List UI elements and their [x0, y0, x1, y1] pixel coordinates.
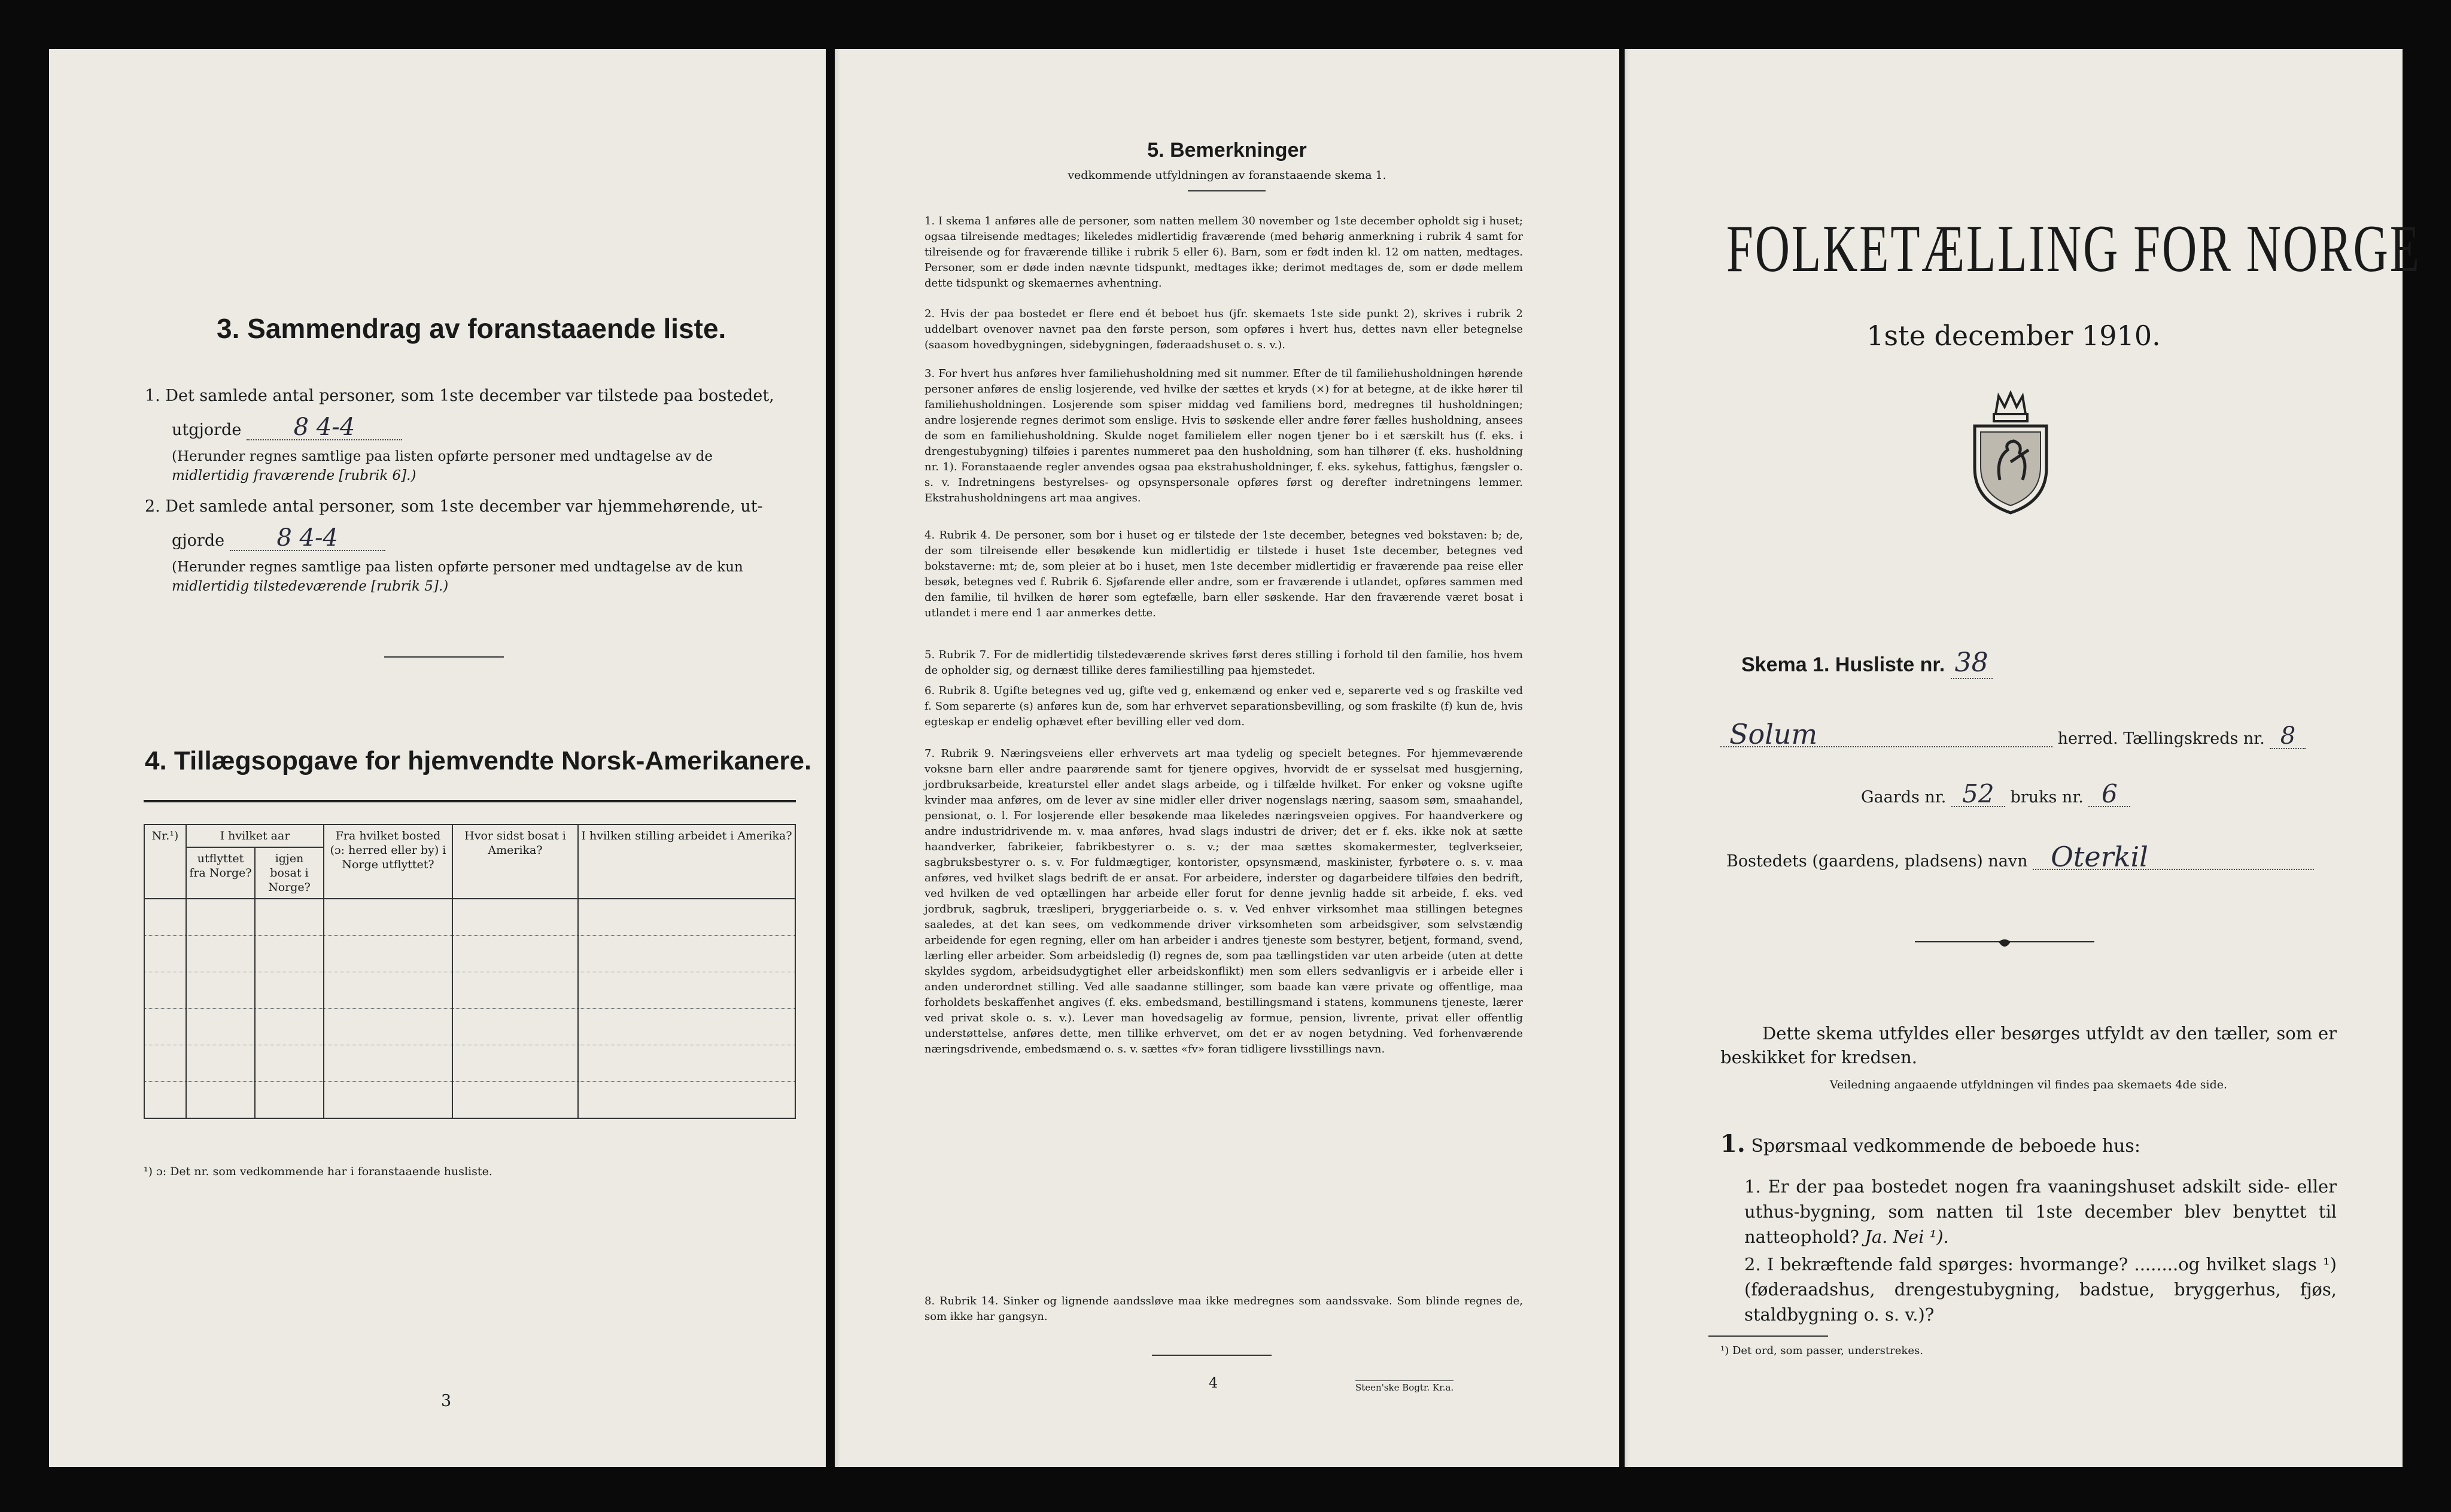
section3-title: 3. Sammendrag av foranstaaende liste. — [217, 313, 726, 344]
item2-note-b: midlertidig tilstedeværende [rubrik 5].) — [172, 579, 449, 594]
table-row — [144, 899, 795, 936]
bosted-label: Bostedets (gaardens, pladsens) navn — [1726, 852, 2028, 871]
q1-2: 2. I bekræftende fald spørges: hvormange? ........og hvilket slags ¹) (føderaadshus, drengestubygning, badstue, bryggerhus, fjøs, staldbygning o. s. v.)? — [1744, 1254, 2337, 1325]
item1-utgjorde — [172, 415, 402, 442]
gaards-line — [1861, 779, 2130, 810]
form-title: FOLKETÆLLING FOR NORGE — [1726, 212, 2421, 286]
item1-note-b: midlertidig fraværende [rubrik 6].) — [172, 468, 416, 483]
th-fra-bosted: Fra hvilket bosted (ɔ: herred eller by) i Norge utflyttet? — [324, 825, 452, 899]
table-row — [144, 972, 795, 1009]
herred-label: herred. — [2057, 729, 2118, 748]
gaards-label: Gaards nr. — [1861, 788, 1947, 807]
remark-5: 5. Rubrik 7. For de midlertidig tilstedeværende skrives først deres stilling i forhold til den familie, hos hvem de opholder sig, og dernæst tillike deres familiestilling paa hjemstedet. — [925, 649, 1523, 677]
item1-utgjorde-label: utgjorde — [172, 421, 242, 439]
th-nr: Nr.¹) — [144, 825, 186, 899]
right-footnote: ¹) Det ord, som passer, understrekes. — [1720, 1344, 1923, 1357]
item1-text: 1. Det samlede antal personer, som 1ste december var tilstede paa bostedet, — [145, 387, 774, 405]
page-right — [1625, 49, 2421, 1467]
table-top-rule — [144, 800, 796, 802]
herred-line — [1720, 718, 2306, 751]
divider — [1188, 190, 1266, 191]
bruks-label: bruks nr. — [2010, 788, 2084, 807]
bruks-nr: 6 — [2088, 782, 2130, 807]
page-middle — [835, 49, 1619, 1467]
skema-line — [1741, 647, 1993, 679]
page-number: 4 — [1209, 1374, 1218, 1391]
item2-value: 8 4-4 — [230, 526, 385, 551]
item2-gjorde — [172, 526, 385, 553]
item2-note-a: (Herunder regnes samtlige paa listen opførte personer med undtagelse av de kun — [172, 559, 743, 575]
table-row — [144, 1082, 795, 1119]
th-year-group: I hvilket aar — [186, 825, 324, 847]
divider — [1152, 1355, 1272, 1356]
remark-1: 1. I skema 1 anføres alle de personer, som natten mellem 30 november og 1ste december opholdt sig i huset; ogsaa tilreisende medtages; likeledes midlertidig fraværende (med behørig anmerkning i rubrik 4 samt for tilreisende og for fraværende tillike i rubrik 5 eller 6). Barn, som er født inden kl. 12 om natten, medtages. Personer, som er døde inden nævnte tidspunkt, medtages ikke; derimot medtages de, som er døde mellem dette tidspunkt og skemaernes avhentning. — [925, 215, 1523, 290]
item2-gjorde-label: gjorde — [172, 531, 225, 550]
coat-of-arms-icon — [1963, 390, 2058, 516]
bosted-value: Oterkil — [2033, 845, 2314, 870]
remark-2: 2. Hvis der paa bostedet er flere end ét beboet hus (jfr. skemaets 1ste side punkt 2), skrives i rubrik 2 uddelbart ovenover navnet paa den første person, som opføres i hvert hus, dettes navn eller betegnelse (saasom hovedbygningen, sidebygningen, føderaadshuset o. s. v.). — [925, 308, 1523, 351]
table-footnote: ¹) ɔ: Det nr. som vedkommende har i foranstaaende husliste. — [144, 1165, 492, 1178]
instruction-b: Veiledning angaaende utfyldningen vil findes paa skemaets 4de side. — [1829, 1078, 2228, 1091]
page-left — [49, 49, 826, 1467]
th-igjen: igjen bosat i Norge? — [255, 847, 324, 899]
th-stilling: I hvilken stilling arbeidet i Amerika? — [578, 825, 795, 899]
gaards-nr: 52 — [1951, 782, 2005, 807]
q1-number: 1. — [1720, 1130, 1745, 1158]
table-row — [144, 936, 795, 972]
remark-8: 8. Rubrik 14. Sinker og lignende aandssløve maa ikke medregnes som aandssvake. Som blinde regnes de, som ikke har gangsyn. — [925, 1295, 1523, 1323]
item1-note-a: (Herunder regnes samtlige paa listen opførte personer med undtagelse av de — [172, 449, 713, 464]
kreds-nr: 8 — [2270, 724, 2306, 749]
q1-1-answer: Ja. Nei ¹). — [1865, 1227, 1949, 1247]
th-sidst-bosat: Hvor sidst bosat i Amerika? — [452, 825, 578, 899]
q1-1-text: 1. Er der paa bostedet nogen fra vaaningshuset adskilt side- eller uthus-bygning, som natten til 1ste december blev benyttet til natteophold? — [1744, 1176, 2337, 1247]
herred-value: Solum — [1720, 722, 2052, 747]
instruction-a: Dette skema utfyldes eller besørges utfyldt av den tæller, som er beskikket for kredsen. — [1720, 1023, 2337, 1067]
kreds-label: Tællingskreds nr. — [2123, 729, 2265, 748]
q1-heading-line — [1720, 1132, 2140, 1158]
printer-mark: Steen'ske Bogtr. Kr.a. — [1355, 1380, 1453, 1393]
page-number: 3 — [441, 1392, 452, 1410]
item2-text: 2. Det samlede antal personer, som 1ste december var hjemmehørende, ut- — [145, 497, 763, 516]
page-fold — [1625, 49, 1631, 1467]
page-fold — [835, 49, 841, 1467]
table-row — [144, 1045, 795, 1082]
skema-label: Skema 1. Husliste nr. — [1741, 653, 1945, 676]
remark-3: 3. For hvert hus anføres hver familiehusholdning med sit nummer. Efter de til familiehusholdningen hørende personer anføres de enslig losjerende, ved hvilke der sættes et kryds (×) for at betegne, at de ikke hører til familiehusholdningen. Losjerende som spiser middag ved familiens bord, medregnes til husholdningen; andre losjerende regnes derimot som enslige. Hvis to søskende eller andre fører fælles husholdning, ansees de som en familiehusholdning. Skulde noget familielem eller nogen tjener bo i et særskilt hus (f. eks. i drengestubygning) tilføies i parentes nummeret paa den husholdning, som han tilhører (f. eks. husholdning nr. 1). Foranstaaende regler anvendes ogsaa paa ekstrahusholdninger, f. eks. sykehus, fattighus, fængsler o. s. v. Indretningens bestyrelses- og opsynspersonale opføres først og derefter indretningens lemmer. Ekstrahusholdningens art maa angives. — [925, 367, 1523, 504]
th-utflyttet: utflyttet fra Norge? — [186, 847, 255, 899]
q1-heading: Spørsmaal vedkommende de beboede hus: — [1751, 1136, 2140, 1157]
husliste-nr: 38 — [1951, 647, 1993, 679]
remark-7: 7. Rubrik 9. Næringsveiens eller erhvervets art maa tydelig og specielt betegnes. For hjemmeværende voksne barn eller andre paarørende samt for tjenere opgives, hvorvidt de er sysselsat med husgjerning, jordbruksarbeide, kreaturstel eller andet slags arbeide, og i tilfælde hvilket. For enker og voksne ugifte kvinder maa anføres, om de lever av sine midler eller driver nogenslags næring, saasom søm, smaahandel, pensionat, o. l. For losjerende eller besøkende maa likeledes næringsveien opgives. For haandverkere og andre industridrivende m. v. maa anføres, hvad slags industri de driver; det er f. eks. ikke nok at sætte haandverker, fabrikeier, fabrikbestyrer o. s. v.; der maa sættes skomakermester, teglverkseier, sagbruksbestyrer o. s. v. For fuldmægtiger, kontorister, opsynsmænd, maskinister, fyrbøtere o. s. v. maa anføres, ved hvilket slags bedrift de er ansat. For arbeidere, inderster og dagarbeidere tilføies den bedrift, ved hvilken de ved optællingen har arbeide eller forut for denne jevnlig hadde sit arbeide, f. eks. ved jordbruk, sagbruk, træsliperi, bryggeriarbeide o. s. v. Ved enhver virksomhet maa stillingen betegnes saaledes, at det kan sees, om vedkommende driver virksomheten som arbeidsgiver, som selvstændig arbeidende for egen regning, eller om han arbeider i andres tjeneste som bestyrer, betjent, formand, svend, lærling eller arbeider. Som arbeidsledig (l) regnes de, som paa tællingstiden var uten arbeide (uten at dette skyldes sygdom, arbeidsudygtighet eller arbeidskonflikt) men som ellers sedvanligvis er i arbeide eller i anden underordnet stilling. Ved alle saadanne stillinger, som baade kan være private og offentlige, maa forholdets beskaffenhet angives (f. eks. embedsmand, bestillingsmand i statens, kommunens tjeneste, lærer ved privat skole o. s. v.). Lever man hovedsagelig av formue, pension, livrente, privat eller offentlig understøttelse, anføres dette, men tillike erhvervet, om det er av nogen betydning. Ved forhenværende næringsdrivende, embedsmænd o. s. v. sættes «fv» foran tidligere livsstillings navn. — [925, 747, 1523, 1055]
form-date: 1ste december 1910. — [1866, 320, 2161, 352]
remarks-subtitle: vedkommende utfyldningen av foranstaaende skema 1. — [1068, 169, 1386, 182]
divider — [384, 656, 504, 658]
remark-6: 6. Rubrik 8. Ugifte betegnes ved ug, gifte ved g, enkemænd og enker ved e, separerte ved s og fraskilte ved f. Som separerte (s) anføres kun de, som har erhvervet separationsbevilling, og som fraskilte (f) kun de, hvis egteskap er endelig ophævet efter bevilling eller ved dom. — [925, 684, 1523, 728]
remark-4: 4. Rubrik 4. De personer, som bor i huset og er tilstede der 1ste december, betegnes ved bokstaven: b; de, der som tilreisende eller besøkende kun midlertidig er tilstede i huset 1ste december, betegnes ved bokstaverne: mt; de, som pleier at bo i huset, men 1ste december midlertidig er fraværende paa reise eller besøk, betegnes ved f. Rubrik 6. Sjøfarende eller andre, som er fraværende i utlandet, opføres sammen med den familie, til hvilken de hører som egtefælle, barn eller søskende. Har den fraværende været bosat i utlandet i mere end 1 aar anmerkes dette. — [925, 529, 1523, 619]
norsk-amerikanere-table — [144, 824, 796, 1119]
ornament-divider-icon — [1915, 935, 2094, 953]
q1-1 — [1744, 1174, 2337, 1249]
item1-value: 8 4-4 — [247, 415, 402, 440]
bosted-line — [1726, 841, 2314, 874]
divider — [1708, 1335, 1828, 1337]
table-row — [144, 1009, 795, 1045]
section4-title: 4. Tillægsopgave for hjemvendte Norsk-Amerikanere. — [145, 746, 812, 775]
remarks-title: 5. Bemerkninger — [1147, 139, 1307, 162]
